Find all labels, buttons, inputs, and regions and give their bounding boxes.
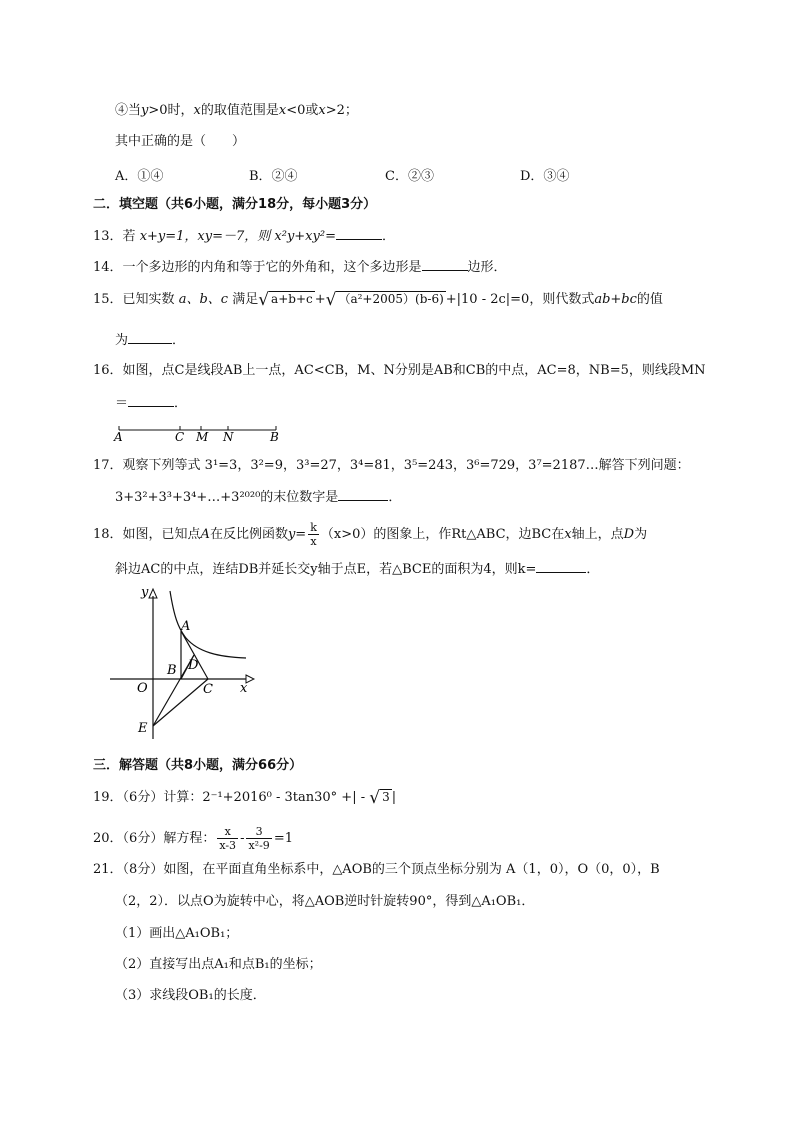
label-e: E: [138, 721, 148, 736]
q15-expr: ab+bc: [594, 292, 637, 307]
label-x: x: [240, 681, 248, 696]
q20-end: =1: [273, 831, 293, 846]
q14-end: 边形．: [467, 260, 507, 275]
q15-answer-blank[interactable]: [128, 331, 172, 344]
q18-answer-blank[interactable]: [536, 560, 586, 573]
q20-f2-num: 3: [246, 825, 271, 839]
q18-point-a: A: [200, 527, 210, 542]
section3-title: 三．解答题（共8小题，满分66分）: [93, 758, 303, 773]
q16: 16．如图，点C是线段AB上一点，AC<CB，M、N分别是AB和CB的中点，AC=8，NB=5，则线段MN: [93, 363, 706, 378]
q18-end: ．: [586, 562, 600, 577]
q15-sqrt1: a+b+c: [271, 292, 313, 306]
q18-y: y=: [287, 527, 307, 542]
q21-sub3: （3）求线段OB₁的长度．: [115, 988, 266, 1003]
q18-text1c: （x>0）的图象上，作Rt△ABC，边BC在: [320, 527, 565, 542]
q20-f1-den: x-3: [219, 839, 237, 852]
q21-sub1: （1）画出△A₁OB₁；: [115, 926, 239, 941]
q16-end: ．: [174, 396, 188, 411]
q13-expr: x²y+xy²=: [274, 229, 336, 244]
q15: [93, 291, 663, 309]
label-a: A: [114, 430, 123, 444]
label-d: D: [188, 658, 199, 673]
q13-cond1: x+y=1，: [139, 229, 198, 244]
q17-line2: [115, 488, 401, 507]
q15-text1: 满足: [232, 292, 259, 307]
q16-answer-blank[interactable]: [128, 394, 174, 407]
q16-line2: [115, 394, 187, 413]
q15-end: ．: [172, 333, 186, 348]
q18-xaxis: x: [564, 527, 572, 542]
q12-item4-prefix: ④当: [115, 103, 142, 118]
q12-item4-end: >2；: [325, 103, 358, 118]
q16-line2-prefix: ＝: [115, 396, 129, 411]
q18-text1a: 18．如图，已知点: [93, 527, 201, 542]
q18-frac-den: x: [310, 535, 317, 548]
q17-line2-text: 3+3²+3³+3⁴+…+3²⁰²⁰的末位数字是: [115, 490, 339, 505]
label-y: y: [141, 586, 149, 600]
q13-end: ．: [381, 229, 395, 244]
q18-fraction: [308, 521, 319, 548]
q12-item4-x: x: [193, 103, 201, 118]
q12-item4: [115, 102, 358, 120]
q19-radicand: 3: [382, 790, 390, 804]
q18-text1e: 为: [634, 527, 648, 542]
q12-item4-mid: >0时，: [148, 103, 194, 118]
label-n: N: [223, 430, 234, 444]
q13: [93, 227, 395, 246]
q15-plus: +: [314, 292, 326, 307]
q14: [93, 258, 507, 277]
label-c: C: [203, 682, 213, 697]
q12-item4-x2: x: [278, 103, 287, 118]
sqrt-sign-icon: √: [258, 290, 270, 310]
q12-option-d: D．③④: [520, 169, 570, 184]
q15-text2: 的值: [636, 292, 663, 307]
q15-sqrt2: （a²+2005）(b-6): [338, 292, 444, 306]
q20-fraction-1: [217, 825, 238, 852]
q20-f1-num: x: [217, 825, 238, 839]
q20-text: 20．（6分）解方程：: [93, 831, 216, 846]
label-c: C: [175, 430, 185, 444]
q18-text1d: 轴上，点: [571, 527, 624, 542]
label-m: M: [196, 430, 209, 444]
q20-f2-den: x²-9: [248, 839, 270, 852]
q15-vars: a、b、c: [178, 292, 229, 307]
q12-option-c: C．②③: [385, 169, 434, 184]
q20-fraction-2: [246, 825, 271, 852]
q17: 17．观察下列等式 3¹=3，3²=9，3³=27，3⁴=81，3⁵=243，3⁶=729，3⁷=2187…解答下列问题：: [93, 458, 690, 473]
q18-text1b: 在反比例函数: [209, 527, 288, 542]
q12-option-b: B．②④: [249, 169, 298, 184]
q12-option-a: A．①④: [115, 169, 164, 184]
q18-point-d: D: [623, 527, 635, 542]
q20-minus: -: [240, 831, 245, 846]
q18: [93, 521, 647, 548]
q12-item4-text: 的取值范围是: [200, 103, 279, 118]
q15-num: 15．已知实数: [93, 292, 175, 307]
q21-line2: （2，2）．以点O为旋转中心，将△AOB逆时针旋转90°，得到△A₁OB₁．: [115, 894, 535, 909]
q18-figure: [108, 586, 258, 741]
q19-end: |: [391, 790, 397, 805]
q19-text: 19．（6分）计算：2⁻¹+2016⁰ - 3tan30° +| -: [93, 790, 370, 805]
q12-prompt: 其中正确的是（ ）: [115, 134, 246, 149]
section2-title: 二．填空题（共6小题，满分18分，每小题3分）: [93, 197, 377, 212]
q12-item4-y: y: [141, 103, 149, 118]
q12-item4-cond: <0或: [286, 103, 319, 118]
label-b: B: [270, 430, 279, 444]
q18-line2-text: 斜边AC的中点，连结DB并延长交y轴于点E，若△BCE的面积为4，则k=: [115, 562, 537, 577]
q13-num: 13．若: [93, 229, 136, 244]
q15-abs: +|10 - 2c|=0，则代数式: [445, 292, 595, 307]
q15-line2-text: 为: [115, 333, 129, 348]
q13-answer-blank[interactable]: [336, 227, 382, 240]
q15-line2: [115, 331, 185, 350]
q19: [93, 789, 396, 807]
label-o: O: [137, 681, 148, 696]
label-a: A: [181, 619, 191, 634]
sqrt-sign-icon: √: [325, 290, 337, 310]
q17-answer-blank[interactable]: [338, 488, 388, 501]
sqrt-sign-icon: √: [369, 788, 381, 808]
q12-item4-x3: x: [318, 103, 326, 118]
q16-segment-figure: [112, 422, 292, 444]
label-b: B: [167, 663, 177, 678]
q18-line2: [115, 560, 599, 579]
q20: [93, 824, 293, 854]
q18-frac-num: k: [310, 521, 317, 534]
q17-end: ．: [388, 490, 402, 505]
q14-answer-blank[interactable]: [422, 258, 468, 271]
q14-text: 14．一个多边形的内角和等于它的外角和，这个多边形是: [93, 260, 422, 275]
q21-line1: 21．（8分）如图，在平面直角坐标系中，△AOB的三个顶点坐标分别为 A（1，0），O（0，0），B: [93, 862, 660, 877]
q21-sub2: （2）直接写出点A₁和点B₁的坐标；: [115, 957, 322, 972]
q13-cond2: xy=－7，则: [197, 229, 271, 244]
segment-ec: [153, 679, 208, 726]
